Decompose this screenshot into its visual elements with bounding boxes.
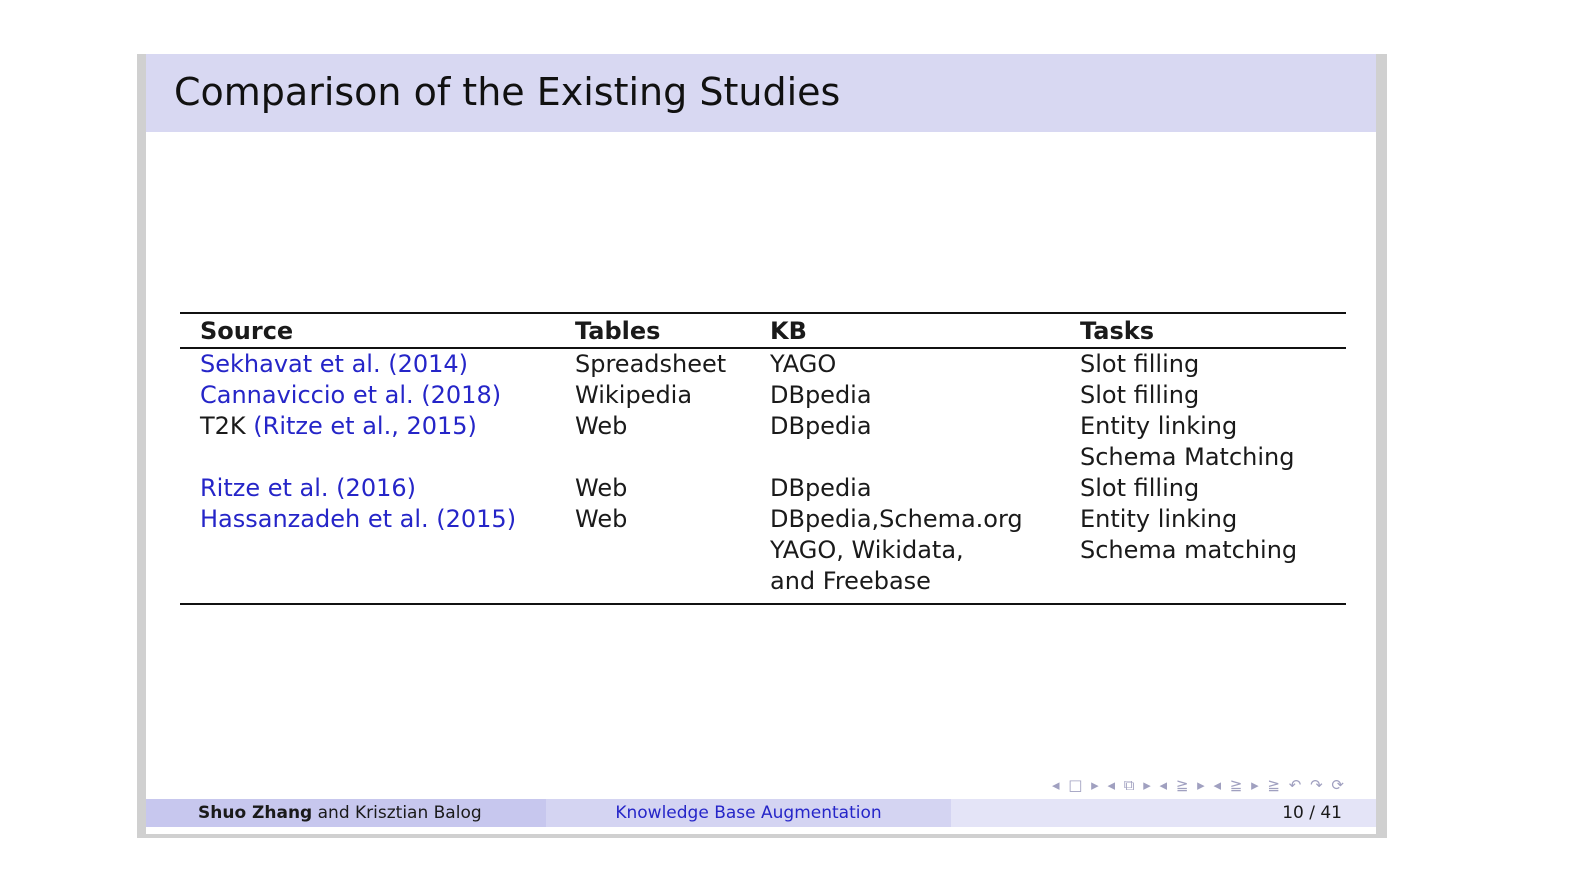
source-cell bbox=[180, 473, 555, 504]
task-line: Schema Matching bbox=[1080, 443, 1295, 471]
kb-cell: DBpedia bbox=[770, 474, 872, 502]
table-row bbox=[180, 504, 1346, 604]
citation-link[interactable]: Hassanzadeh et al. (2015) bbox=[200, 505, 517, 533]
kb-cell: YAGO bbox=[770, 350, 837, 378]
citation-link[interactable]: Ritze et al. (2016) bbox=[200, 474, 416, 502]
source-prefix: T2K bbox=[200, 412, 254, 440]
kb-line: YAGO, Wikidata, bbox=[770, 536, 964, 564]
slide bbox=[146, 54, 1376, 834]
table-row bbox=[180, 380, 1346, 411]
slide-title: Comparison of the Existing Studies bbox=[174, 70, 841, 114]
table-row bbox=[180, 348, 1346, 380]
source-cell bbox=[180, 504, 555, 604]
kb-cell: DBpedia bbox=[770, 412, 872, 440]
header-tables: Tables bbox=[555, 313, 750, 348]
table-row bbox=[180, 473, 1346, 504]
tables-cell: Wikipedia bbox=[575, 381, 693, 409]
citation-link[interactable]: (Ritze et al., 2015) bbox=[253, 412, 477, 440]
task-line: Schema matching bbox=[1080, 536, 1298, 564]
footer bbox=[146, 799, 1376, 827]
tables-cell: Web bbox=[575, 412, 628, 440]
source-cell bbox=[180, 348, 555, 380]
footer-page-number: 10 / 41 bbox=[951, 799, 1376, 827]
kb-cell bbox=[750, 504, 1060, 604]
task-line: Entity linking bbox=[1080, 412, 1238, 440]
tasks-cell bbox=[1060, 411, 1346, 473]
kb-line: and Freebase bbox=[770, 567, 931, 595]
source-cell bbox=[180, 380, 555, 411]
header-kb: KB bbox=[750, 313, 1060, 348]
source-cell bbox=[180, 411, 555, 473]
task-line: Entity linking bbox=[1080, 505, 1238, 533]
citation-link[interactable]: Cannaviccio et al. (2018) bbox=[200, 381, 502, 409]
tasks-cell: Slot filling bbox=[1080, 381, 1200, 409]
header-tasks: Tasks bbox=[1060, 313, 1346, 348]
tables-cell: Web bbox=[555, 504, 750, 604]
tasks-cell bbox=[1060, 504, 1346, 604]
tables-cell: Web bbox=[575, 474, 628, 502]
tasks-cell: Slot filling bbox=[1080, 350, 1200, 378]
beamer-navigation-icons[interactable]: ◂ □ ▸ ◂ ⧉ ▸ ◂ ≧ ▸ ◂ ≧ ▸ ≧ ↶ ↷ ⟳ bbox=[1051, 776, 1346, 794]
footer-talk-title[interactable]: Knowledge Base Augmentation bbox=[546, 799, 951, 827]
title-bar bbox=[146, 54, 1376, 132]
studies-table bbox=[180, 312, 1346, 605]
header-source: Source bbox=[180, 313, 555, 348]
kb-line: DBpedia,Schema.org bbox=[770, 505, 1023, 533]
footer-authors bbox=[146, 799, 546, 827]
table-header-row bbox=[180, 313, 1346, 348]
tables-cell: Spreadsheet bbox=[575, 350, 727, 378]
table-row bbox=[180, 411, 1346, 473]
citation-link[interactable]: Sekhavat et al. (2014) bbox=[200, 350, 469, 378]
author-bold: Shuo Zhang bbox=[198, 803, 313, 823]
tasks-cell: Slot filling bbox=[1080, 474, 1200, 502]
kb-cell: DBpedia bbox=[770, 381, 872, 409]
author-rest: and Krisztian Balog bbox=[312, 803, 482, 823]
